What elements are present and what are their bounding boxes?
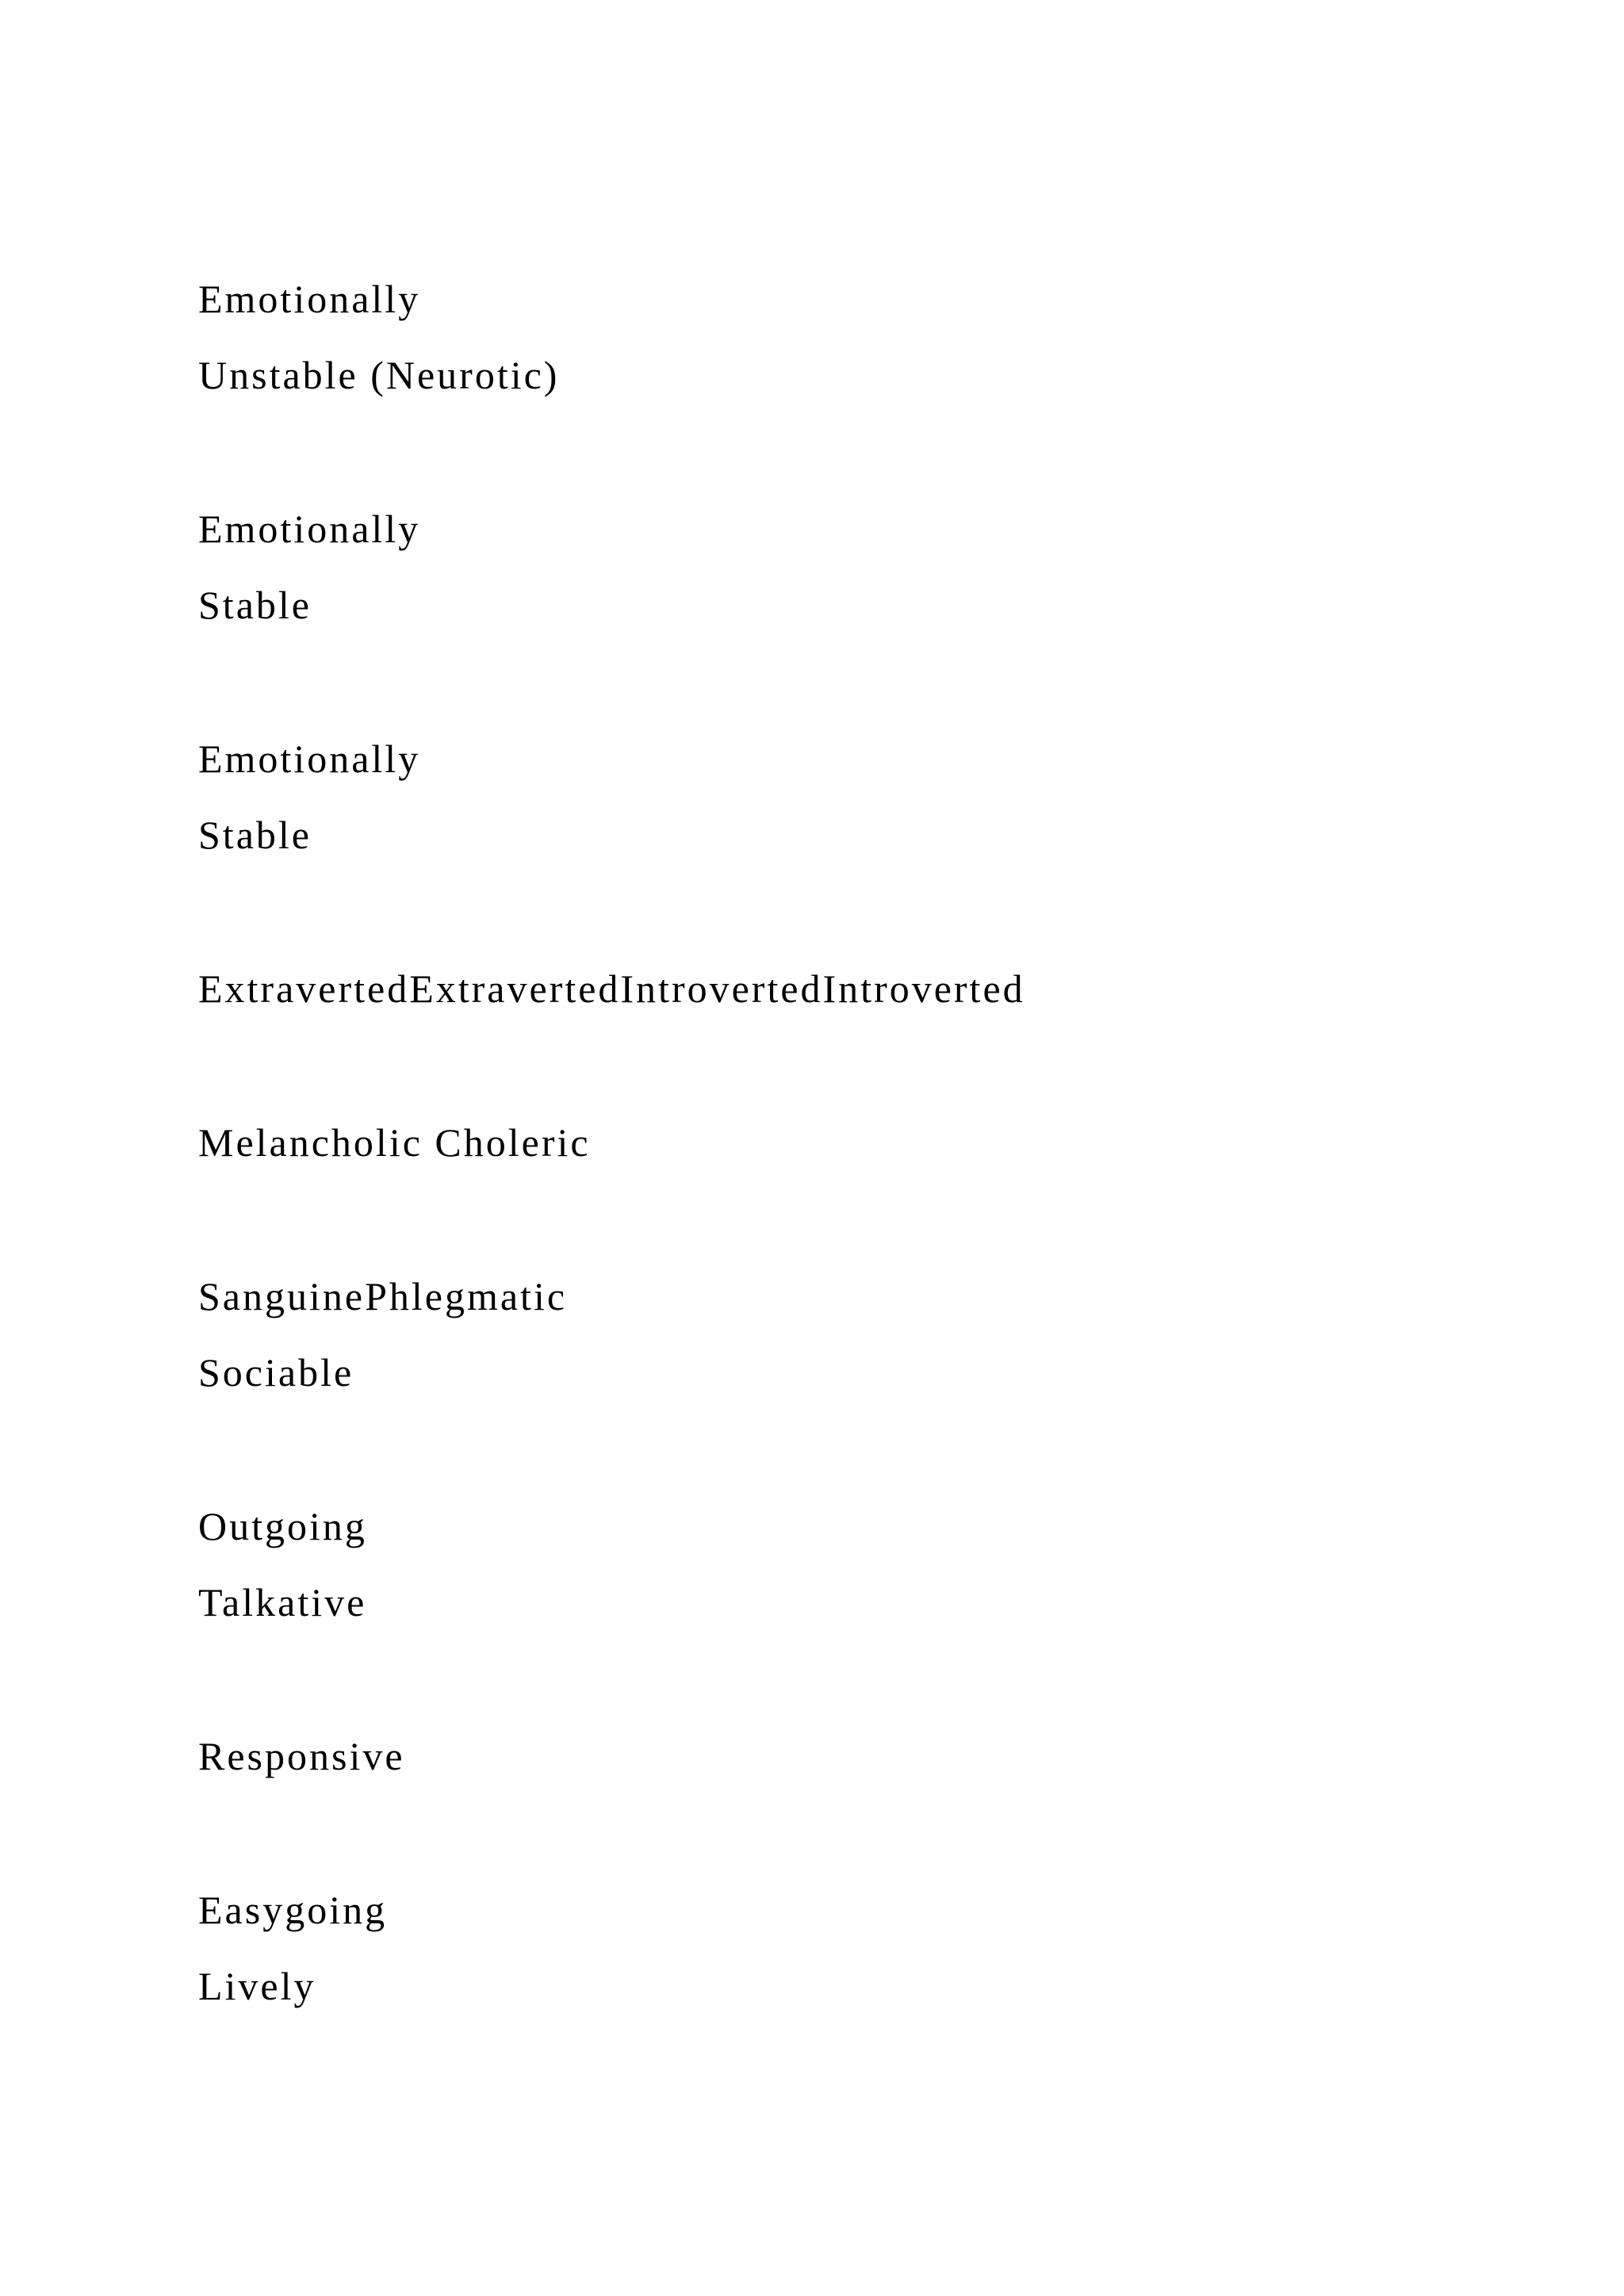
text-line-sanguine-phlegmatic: SanguinePhlegmatic xyxy=(198,1274,568,1318)
text-line-responsive: Responsive xyxy=(198,1734,405,1778)
text-line-extraverted-introverted: ExtravertedExtravertedIntrovertedIntroverted xyxy=(198,966,1025,1011)
text-line-emotionally: Emotionally xyxy=(198,277,421,321)
text-line-stable: Stable xyxy=(198,583,312,627)
text-line-outgoing: Outgoing xyxy=(198,1504,367,1548)
text-line-stable: Stable xyxy=(198,813,312,857)
text-line-unstable-neurotic: Unstable (Neurotic) xyxy=(198,353,560,397)
text-line-melancholic-choleric: Melancholic Choleric xyxy=(198,1120,591,1165)
text-line-talkative: Talkative xyxy=(198,1580,367,1624)
text-line-sociable: Sociable xyxy=(198,1350,354,1395)
text-line-emotionally: Emotionally xyxy=(198,507,421,551)
text-line-emotionally: Emotionally xyxy=(198,737,421,781)
text-line-easygoing: Easygoing xyxy=(198,1888,388,1932)
text-line-lively: Lively xyxy=(198,1964,316,2008)
